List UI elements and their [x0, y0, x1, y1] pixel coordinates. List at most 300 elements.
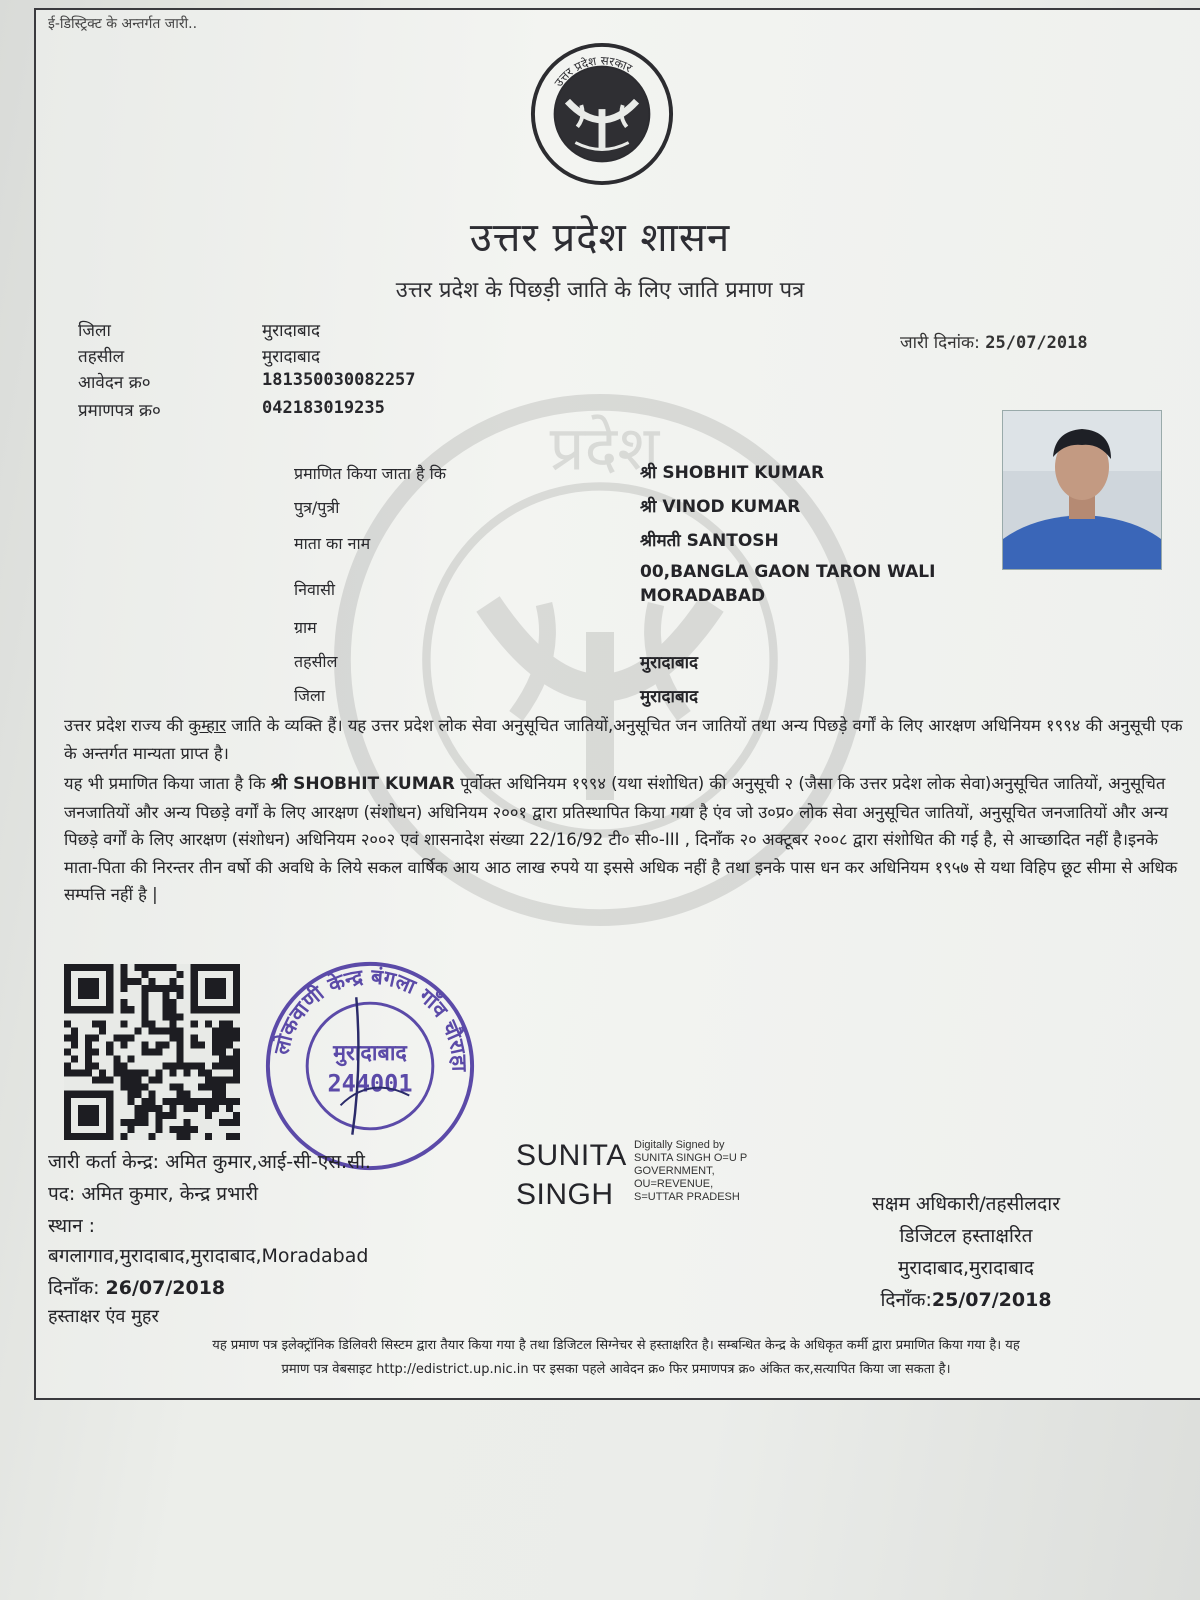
certificate-subtitle: उत्तर प्रदेश के पिछड़ी जाति के लिए जाति प्रमाण पत्र — [395, 278, 805, 303]
qr-module — [120, 1034, 127, 1041]
qr-module — [85, 1056, 92, 1063]
qr-module — [64, 1063, 71, 1070]
digital-signer-last-name: SINGH — [516, 1178, 614, 1211]
qr-module — [141, 999, 148, 1006]
qr-module — [64, 1020, 71, 1027]
qr-module — [184, 1063, 191, 1070]
para2-applicant-name: श्री SHOBHIT KUMAR — [270, 774, 455, 794]
stamp-city: मुरादाबाद — [333, 1041, 407, 1067]
qr-module — [226, 1020, 233, 1027]
para2-text-start: यह भी प्रमाणित किया जाता है कि — [64, 774, 271, 793]
qr-module — [163, 964, 170, 971]
qr-module — [141, 1048, 148, 1055]
qr-module — [148, 964, 155, 971]
qr-module — [212, 1048, 219, 1055]
qr-module — [233, 1056, 240, 1063]
application-number: 181350030082257 — [262, 370, 416, 390]
certificate-title: उत्तर प्रदेश शासन — [469, 215, 731, 261]
qr-module — [85, 1048, 92, 1055]
qr-module — [184, 1098, 191, 1105]
qr-module — [141, 985, 148, 992]
qr-module — [156, 1048, 163, 1055]
qr-module — [233, 1070, 240, 1077]
mother-name: श्रीमती SANTOSH — [640, 531, 779, 551]
qr-module — [163, 1041, 170, 1048]
qr-module — [177, 1098, 184, 1105]
qr-module — [233, 1077, 240, 1084]
qr-module — [191, 1105, 198, 1112]
qr-module — [233, 1098, 240, 1105]
qr-module — [191, 1041, 198, 1048]
qr-module — [127, 1084, 134, 1091]
qr-module — [219, 1084, 226, 1091]
certificate-number: 042183019235 — [262, 398, 385, 418]
qr-module — [198, 1098, 205, 1105]
qr-module — [85, 1041, 92, 1048]
svg-text:उत्तर प्रदेश सरकार: उत्तर प्रदेश सरकार — [551, 53, 635, 90]
qr-module — [92, 1077, 99, 1084]
issuer-date-label: दिनाँक: — [48, 1277, 106, 1299]
qr-module — [198, 1063, 205, 1070]
resident-address-line2: MORADABAD — [640, 586, 766, 606]
qr-module — [212, 1063, 219, 1070]
qr-module — [219, 1020, 226, 1027]
qr-module — [212, 1077, 219, 1084]
qr-module — [212, 1105, 219, 1112]
qr-module — [191, 1020, 198, 1027]
dsig-line: OU=REVENUE, — [634, 1178, 714, 1190]
tehsil-label: तहसील — [78, 347, 125, 367]
qr-module — [156, 1041, 163, 1048]
officer-date-label: दिनाँक: — [880, 1289, 932, 1311]
qr-module — [191, 1098, 198, 1105]
qr-module — [170, 1034, 177, 1041]
qr-module — [134, 1105, 141, 1112]
qr-module — [141, 1112, 148, 1119]
qr-module — [148, 1077, 155, 1084]
qr-module — [184, 1070, 191, 1077]
qr-module — [148, 1048, 155, 1055]
applicant-photo — [1002, 410, 1162, 570]
qr-module — [198, 1084, 205, 1091]
qr-module — [184, 1105, 191, 1112]
qr-module — [92, 1063, 99, 1070]
qr-module — [219, 1034, 226, 1041]
qr-module — [92, 1048, 99, 1055]
qr-module — [127, 1091, 134, 1098]
qr-module — [219, 1056, 226, 1063]
qr-module — [177, 1056, 184, 1063]
qr-module — [212, 1098, 219, 1105]
issuer-post: पद: अमित कुमार, केन्द्र प्रभारी — [48, 1183, 259, 1205]
dsig-line: S=UTTAR PRADESH — [634, 1191, 740, 1203]
sign-and-seal-label: हस्ताक्षर एंव मुहर — [48, 1306, 159, 1327]
qr-module — [184, 1126, 191, 1133]
issuer-place-label: स्थान : — [48, 1215, 96, 1237]
qr-module — [127, 1098, 134, 1105]
qr-module — [106, 1041, 113, 1048]
qr-module — [120, 971, 127, 978]
qr-module — [205, 1133, 212, 1140]
qr-module — [156, 1119, 163, 1126]
qr-module — [184, 1133, 191, 1140]
qr-module — [163, 1063, 170, 1070]
parent-name: श्री VINOD KUMAR — [640, 497, 801, 517]
qr-module — [156, 1077, 163, 1084]
district-label: जिला — [78, 321, 111, 341]
qr-module — [85, 1034, 92, 1041]
qr-module — [177, 1027, 184, 1034]
qr-module — [99, 1020, 106, 1027]
officer-place: मुरादाबाद,मुरादाबाद — [898, 1257, 1034, 1279]
qr-module — [141, 1020, 148, 1027]
qr-module — [120, 964, 127, 971]
qr-module — [170, 1112, 177, 1119]
qr-module — [134, 1112, 141, 1119]
qr-module — [113, 1070, 120, 1077]
qr-module — [120, 1077, 127, 1084]
qr-module — [64, 964, 113, 971]
qr-module — [177, 1048, 184, 1055]
district-value: मुरादाबाद — [262, 321, 321, 341]
caste-name: कुम्हार — [188, 716, 226, 735]
qr-module — [205, 1084, 212, 1091]
qr-module — [233, 1112, 240, 1119]
qr-module — [71, 1034, 78, 1041]
qr-module — [177, 1126, 184, 1133]
qr-module — [191, 1126, 198, 1133]
qr-module — [233, 1027, 240, 1034]
qr-module — [177, 1091, 184, 1098]
qr-module — [92, 1034, 99, 1041]
qr-module — [120, 1133, 127, 1140]
qr-module — [205, 1112, 212, 1119]
qr-module — [226, 1041, 233, 1048]
issuer-date — [48, 1274, 225, 1300]
certification-paragraph — [64, 770, 1184, 909]
qr-module — [127, 1126, 134, 1133]
qr-module — [64, 1091, 113, 1098]
qr-module — [205, 1070, 212, 1077]
qr-module — [205, 1098, 212, 1105]
qr-module — [212, 1041, 219, 1048]
qr-module — [134, 964, 141, 971]
qr-module — [134, 1091, 141, 1098]
qr-module — [191, 1063, 198, 1070]
qr-module — [156, 1027, 163, 1034]
qr-module — [198, 1070, 205, 1077]
qr-module — [120, 1119, 127, 1126]
digital-signature-details — [634, 1139, 747, 1204]
qr-module — [226, 1077, 233, 1084]
qr-module — [233, 1034, 240, 1041]
qr-module — [120, 1041, 127, 1048]
qr-module — [120, 978, 127, 985]
field-tehsil-label: तहसील — [294, 652, 338, 671]
qr-module — [177, 985, 184, 992]
qr-module — [170, 1084, 177, 1091]
qr-module — [226, 1056, 233, 1063]
stamp-pin: 244001 — [327, 1069, 413, 1098]
issue-date — [900, 330, 1088, 353]
para1-text-start: उत्तर प्रदेश राज्य की — [64, 716, 189, 735]
qr-module — [120, 985, 127, 992]
qr-module — [191, 964, 240, 971]
qr-module — [226, 1098, 233, 1105]
qr-module — [233, 1048, 240, 1055]
qr-module — [99, 1070, 106, 1077]
field-tehsil-value: मुरादाबाद — [640, 653, 699, 673]
qr-module — [120, 1063, 127, 1070]
qr-module — [78, 1105, 99, 1126]
qr-module — [127, 1070, 134, 1077]
qr-module — [198, 1041, 205, 1048]
svg-text:प्रदेश: प्रदेश — [549, 412, 660, 485]
qr-module — [106, 964, 113, 1013]
lokvani-stamp — [262, 958, 478, 1174]
qr-module — [170, 964, 177, 971]
qr-module — [205, 1020, 212, 1027]
dsig-line: SUNITA SINGH O=U P — [634, 1152, 748, 1164]
qr-module — [134, 978, 141, 985]
parent-label: पुत्र/पुत्री — [294, 498, 340, 517]
qr-module — [106, 1091, 113, 1140]
qr-module — [120, 1084, 127, 1091]
qr-module — [148, 1133, 155, 1140]
qr-module — [170, 1126, 177, 1133]
qr-module — [219, 1063, 226, 1070]
qr-module — [141, 1070, 148, 1077]
qr-module — [134, 1077, 141, 1084]
certified-label: प्रमाणित किया जाता है कि — [294, 464, 447, 483]
qr-module — [219, 1077, 226, 1084]
officer-date-value: 25/07/2018 — [931, 1289, 1052, 1311]
qr-module — [148, 1020, 155, 1027]
qr-module — [226, 1027, 233, 1034]
state-emblem — [528, 40, 676, 188]
qr-module — [127, 1056, 134, 1063]
qr-module — [177, 1133, 184, 1140]
qr-module — [233, 1119, 240, 1126]
qr-module — [177, 1041, 184, 1048]
qr-module — [64, 1006, 113, 1013]
issue-date-value: 25/07/2018 — [985, 333, 1088, 353]
qr-module — [177, 992, 184, 999]
qr-module — [170, 1070, 177, 1077]
village-label: ग्राम — [294, 618, 317, 637]
qr-module — [163, 992, 170, 999]
qr-module — [226, 1063, 233, 1070]
qr-module — [177, 1063, 184, 1070]
qr-module — [226, 1119, 233, 1126]
qr-module — [156, 964, 163, 971]
tehsil-value: मुरादाबाद — [262, 347, 321, 367]
qr-module — [212, 1027, 219, 1034]
qr-module — [64, 1133, 113, 1140]
qr-module — [148, 1027, 155, 1034]
qr-module — [226, 1034, 233, 1041]
qr-module — [141, 1105, 148, 1112]
qr-module — [170, 1020, 177, 1027]
qr-module — [92, 1020, 99, 1027]
qr-module — [141, 964, 148, 971]
qr-module — [170, 999, 177, 1006]
qr-module — [64, 964, 71, 1013]
qr-module — [127, 978, 134, 985]
qr-module — [205, 1077, 212, 1084]
qr-module — [127, 1077, 134, 1084]
qr-module — [170, 978, 177, 985]
qr-module — [170, 1063, 177, 1070]
field-district-value: मुरादाबाद — [640, 687, 699, 707]
qr-module — [219, 1091, 226, 1098]
qr-module — [163, 1013, 170, 1020]
qr-module — [156, 1126, 163, 1133]
qr-module — [177, 1034, 184, 1041]
qr-module — [99, 1077, 106, 1084]
qr-module — [71, 1056, 78, 1063]
qr-module — [184, 1091, 191, 1098]
qr-module — [205, 1105, 212, 1112]
qr-module — [219, 1027, 226, 1034]
issuer-place: बगलागाव,मुरादाबाद,मुरादाबाद,Moradabad — [48, 1245, 369, 1267]
qr-module — [170, 1098, 177, 1105]
qr-module — [156, 1105, 163, 1112]
qr-module — [85, 1070, 92, 1077]
para1-text-end: जाति के व्यक्ति हैं। यह उत्तर प्रदेश लोक सेवा अनुसूचित जातियों,अनुसूचित जन जातियों तथा अन्य पिछड़े वर्गों के लिए आरक्षण अधिनियम १९९४ की अनुसूची एक के अन्तर्गत मान्यता प्राप्त है। — [64, 716, 1183, 763]
qr-module — [226, 1133, 233, 1140]
qr-module — [134, 1084, 141, 1091]
application-number-label: आवेदन क्र० — [78, 373, 151, 393]
qr-code[interactable] — [64, 964, 240, 1140]
qr-module — [148, 1091, 155, 1098]
qr-module — [205, 978, 226, 999]
qr-module — [141, 1041, 148, 1048]
qr-module — [78, 978, 99, 999]
qr-module — [170, 1013, 177, 1020]
qr-module — [212, 1084, 219, 1091]
qr-module — [191, 964, 198, 1013]
qr-module — [127, 1034, 134, 1041]
qr-module — [219, 1041, 226, 1048]
dsig-line: GOVERNMENT, — [634, 1165, 715, 1177]
qr-module — [212, 1034, 219, 1041]
qr-module — [148, 1098, 155, 1105]
qr-module — [219, 1048, 226, 1055]
qr-module — [233, 1063, 240, 1070]
qr-module — [134, 1070, 141, 1077]
mother-label: माता का नाम — [294, 534, 371, 553]
qr-module — [191, 1034, 198, 1041]
qr-module — [64, 1048, 71, 1055]
qr-module — [141, 971, 148, 978]
qr-module — [148, 1105, 155, 1112]
officer-digitally-signed: डिजिटल हस्ताक्षरित — [899, 1225, 1033, 1247]
qr-module — [106, 1048, 113, 1055]
qr-module — [163, 1027, 170, 1034]
qr-module — [134, 1027, 141, 1034]
qr-module — [148, 978, 155, 985]
footer-note — [36, 1334, 1196, 1382]
qr-module — [163, 1112, 170, 1119]
qr-module — [64, 1034, 71, 1041]
qr-module — [141, 1006, 148, 1013]
qr-module — [163, 1098, 170, 1105]
qr-module — [64, 1070, 71, 1077]
resident-label: निवासी — [294, 580, 336, 599]
qr-module — [120, 1070, 127, 1077]
qr-module — [99, 1027, 106, 1034]
qr-module — [71, 1027, 78, 1034]
qr-module — [141, 1013, 148, 1020]
qr-module — [226, 1105, 233, 1112]
caste-paragraph — [64, 712, 1184, 767]
edistrict-note: ई-डिस्ट्रिक्ट के अन्तर्गत जारी.. — [48, 16, 198, 32]
field-district-label: जिला — [294, 686, 326, 705]
qr-module — [212, 1091, 219, 1098]
qr-module — [170, 985, 177, 992]
qr-module — [141, 992, 148, 999]
issuing-centre: जारी कर्ता केन्द्र: अमित कुमार,आई-सी-एस.सी. — [48, 1151, 371, 1173]
applicant-name: श्री SHOBHIT KUMAR — [640, 463, 825, 483]
qr-module — [163, 999, 170, 1006]
certificate-number-label: प्रमाणपत्र क्र० — [78, 401, 161, 421]
qr-module — [163, 985, 170, 992]
qr-module — [233, 964, 240, 1013]
issue-date-label: जारी दिनांक: — [900, 333, 980, 353]
qr-module — [127, 1119, 134, 1126]
qr-module — [113, 1063, 120, 1070]
qr-module — [113, 1056, 120, 1063]
svg-text:लोकवाणी केन्द्र बंगला गाँव चौर: लोकवाणी केन्द्र बंगला गाँव चौराहा — [269, 964, 472, 1072]
qr-module — [120, 1006, 127, 1013]
footer-line2: प्रमाण पत्र वेबसाइट http://edistrict.up.nic.in पर इसका पहले आवेदन क्र० फिर प्रमाणपत्र क्र० अंकित कर,सत्यापित किया जा सकता है। — [281, 1362, 951, 1377]
qr-module — [219, 1119, 226, 1126]
qr-module — [85, 1063, 92, 1070]
officer-designation: सक्षम अधिकारी/तहसीलदार — [872, 1193, 1060, 1215]
qr-module — [141, 1084, 148, 1091]
qr-module — [219, 1098, 226, 1105]
qr-module — [127, 1006, 134, 1013]
qr-module — [170, 1006, 177, 1013]
qr-module — [141, 1098, 148, 1105]
issuer-date-value: 26/07/2018 — [105, 1277, 226, 1299]
qr-module — [113, 1034, 120, 1041]
qr-module — [156, 1112, 163, 1119]
footer-line1: यह प्रमाण पत्र इलेक्ट्रॉनिक डिलिवरी सिस्टम द्वारा तैयार किया गया है तथा डिजिटल सिग्नेचर से हस्ताक्षरित है। सम्बन्धित केन्द्र के अधिकृत कर्मी द्वारा प्रमाणित किया गया है। यह — [212, 1338, 1020, 1353]
qr-module — [78, 1070, 85, 1077]
qr-module — [148, 985, 155, 992]
qr-module — [170, 1105, 177, 1112]
qr-module — [141, 1119, 148, 1126]
qr-module — [170, 1027, 177, 1034]
resident-address-line1: 00,BANGLA GAON TARON WALI — [640, 562, 936, 582]
para2-text-end: पूर्वोक्त अधिनियम १९९४ (यथा संशोधित) की अनुसूची २ (जैसा कि उत्तर प्रदेश लोक सेवा)अनुसूचित जातियों, अनुसूचित जनजातियों और अन्य पिछड़े वर्गों के लिए आरक्षण (संशोधन) अधिनियम २००१ द्वारा प्रतिस्थापित किया गया है एंव जो उ०प्र० लोक सेवा अनुसूचित जातियों, अनुसूचित जनजातियों और अन्य पिछड़े वर्गों के लिए आरक्षण (संशोधन) अधिनियम २००२ एवं शासनादेश संख्या 22/16/92 टी० सी०-III , दिनाँक २० अक्टूबर २००८ द्वारा संशोधित की गई है, से आच्छादित नहीं है।इनके माता-पिता की निरन्तर तीन वर्षो की अवधि के लिये सकल वार्षिक आय आठ लाख रुपये या इससे अधिक नहीं है तथा इनके पास धन कर अधिनियम १९५७ से यथा विहिप छूट सीमा से अधिक सम्पत्ति नहीं है | — [64, 774, 1178, 904]
qr-module — [233, 1133, 240, 1140]
qr-module — [191, 1006, 240, 1013]
dsig-line: Digitally Signed by — [634, 1139, 725, 1151]
qr-module — [177, 1013, 184, 1020]
qr-module — [156, 1070, 163, 1077]
digital-signer-first-name: SUNITA — [516, 1139, 627, 1172]
qr-module — [71, 1070, 78, 1077]
qr-module — [64, 1091, 71, 1140]
qr-module — [120, 999, 127, 1006]
qr-module — [71, 1041, 78, 1048]
qr-module — [177, 971, 184, 978]
qr-module — [184, 1119, 191, 1126]
officer-date — [836, 1286, 1096, 1312]
